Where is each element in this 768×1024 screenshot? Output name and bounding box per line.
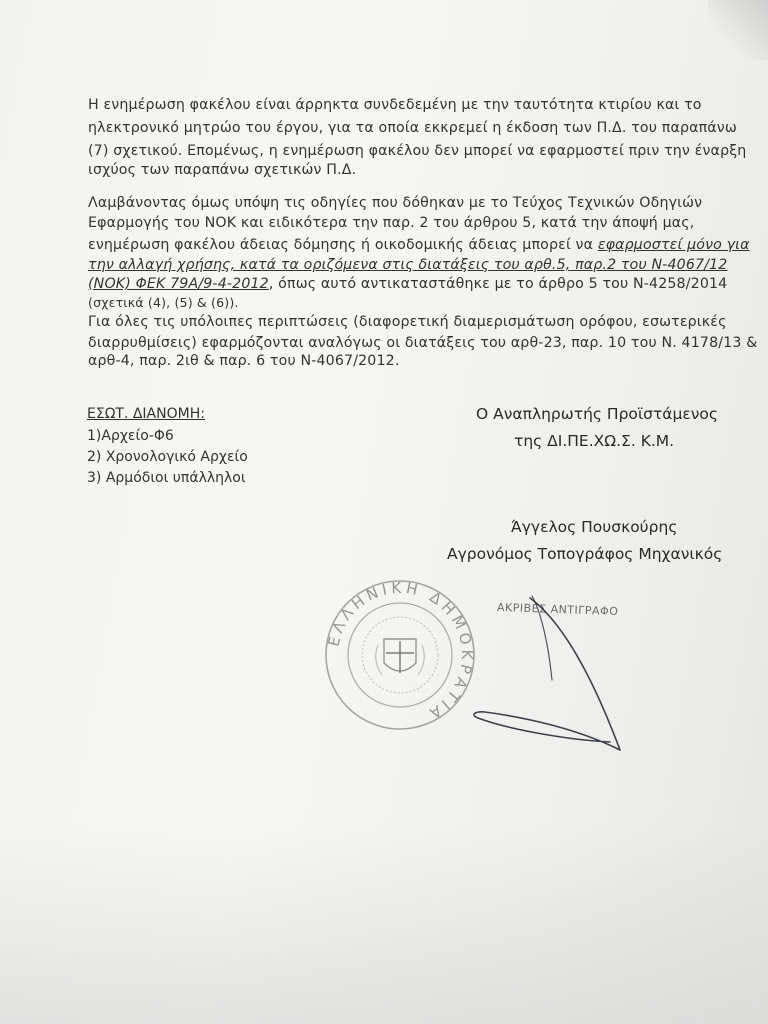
paragraph2-line3-emphasis: εφαρμοστεί μόνο για — [597, 237, 750, 253]
paragraph2-line5 — [88, 277, 727, 291]
signatory-title: Αγρονόμος Τοπογράφος Μηχανικός — [447, 545, 723, 563]
handwritten-signature-icon — [470, 590, 630, 760]
paragraph2-line5-emphasis: (ΝΟΚ) ΦΕΚ 79Α/9-4-2012 — [88, 276, 269, 292]
paragraph1-line2: ηλεκτρονικό μητρώο του έργου, για τα οποία εκκρεμεί η έκδοση των Π.Δ. του παραπάνω — [88, 120, 737, 136]
paragraph2-line2: Εφαρμογής του ΝΟΚ και ειδικότερα την παρ. 2 του άρθρου 5, κατά την άποψή μας, — [88, 215, 695, 231]
paragraph2-line4: την αλλαγή χρήσης, κατά τα οριζόμενα στις διατάξεις του αρθ.5, παρ.2 του Ν-4067/12 — [88, 257, 728, 273]
page-corner-shadow — [708, 0, 768, 60]
paragraph2-line5-plain: , όπως αυτό αντικαταστάθηκε με το άρθρο 5 του Ν-4258/2014 — [268, 276, 728, 292]
paragraph2-line3 — [88, 238, 750, 252]
paragraph3-line2: διαρρυθμίσεις) εφαρμόζονται αναλόγως οι διατάξεις του αρθ-23, παρ. 10 του Ν. 4178/13 & — [88, 335, 758, 351]
paragraph1-line3: (7) σχετικού. Επομένως, η ενημέρωση φακέλου δεν μπορεί να εφαρμοστεί πριν την έναρξη — [88, 143, 747, 159]
paragraph2-line6: (σχετικά (4), (5) & (6)). — [88, 295, 239, 310]
paragraph2-line3-plain: ενημέρωση φακέλου άδειας δόμησης ή οικοδομικής άδειας μπορεί να — [88, 237, 598, 253]
signatory-name: Άγγελος Πουσκούρης — [511, 518, 678, 536]
page-bottom-shadow — [0, 824, 768, 1024]
signatory-role-line2: της ΔΙ.ΠΕ.ΧΩ.Σ. Κ.Μ. — [514, 432, 675, 450]
distribution-item-2: 2) Χρονολογικό Αρχείο — [87, 449, 248, 465]
paragraph1-line4: ισχύος των παραπάνω σχετικών Π.Δ. — [88, 162, 357, 178]
paragraph2-line1: Λαμβάνοντας όμως υπόψη τις οδηγίες που δόθηκαν με το Τεύχος Τεχνικών Οδηγιών — [88, 195, 703, 211]
paragraph1-line1: Η ενημέρωση φακέλου είναι άρρηκτα συνδεδεμένη με την ταυτότητα κτιρίου και το — [88, 97, 702, 113]
paragraph3-line3: αρθ-4, παρ. 2ιθ & παρ. 6 του Ν-4067/2012. — [88, 353, 400, 369]
official-seal-icon — [320, 575, 480, 735]
distribution-item-3: 3) Αρμόδιοι υπάλληλοι — [87, 470, 246, 486]
seal-outer-text: ΕΛΛΗΝΙΚΗ ΔΗΜΟΚΡΑΤΙΑ — [324, 578, 477, 725]
certified-copy-stamp: ΑΚΡΙΒΕΣ ΑΝΤΙΓΡΑΦΟ — [496, 600, 619, 619]
signatory-role-line1: Ο Αναπληρωτής Προϊστάμενος — [476, 405, 719, 423]
paragraph3-line1: Για όλες τις υπόλοιπες περιπτώσεις (διαφορετική διαμερισμάτωση ορόφου, εσωτερικές — [88, 314, 727, 330]
distribution-heading: ΕΣΩΤ. ΔΙΑΝΟΜΗ: — [87, 406, 205, 422]
distribution-item-1: 1)Αρχείο-Φ6 — [87, 428, 174, 444]
